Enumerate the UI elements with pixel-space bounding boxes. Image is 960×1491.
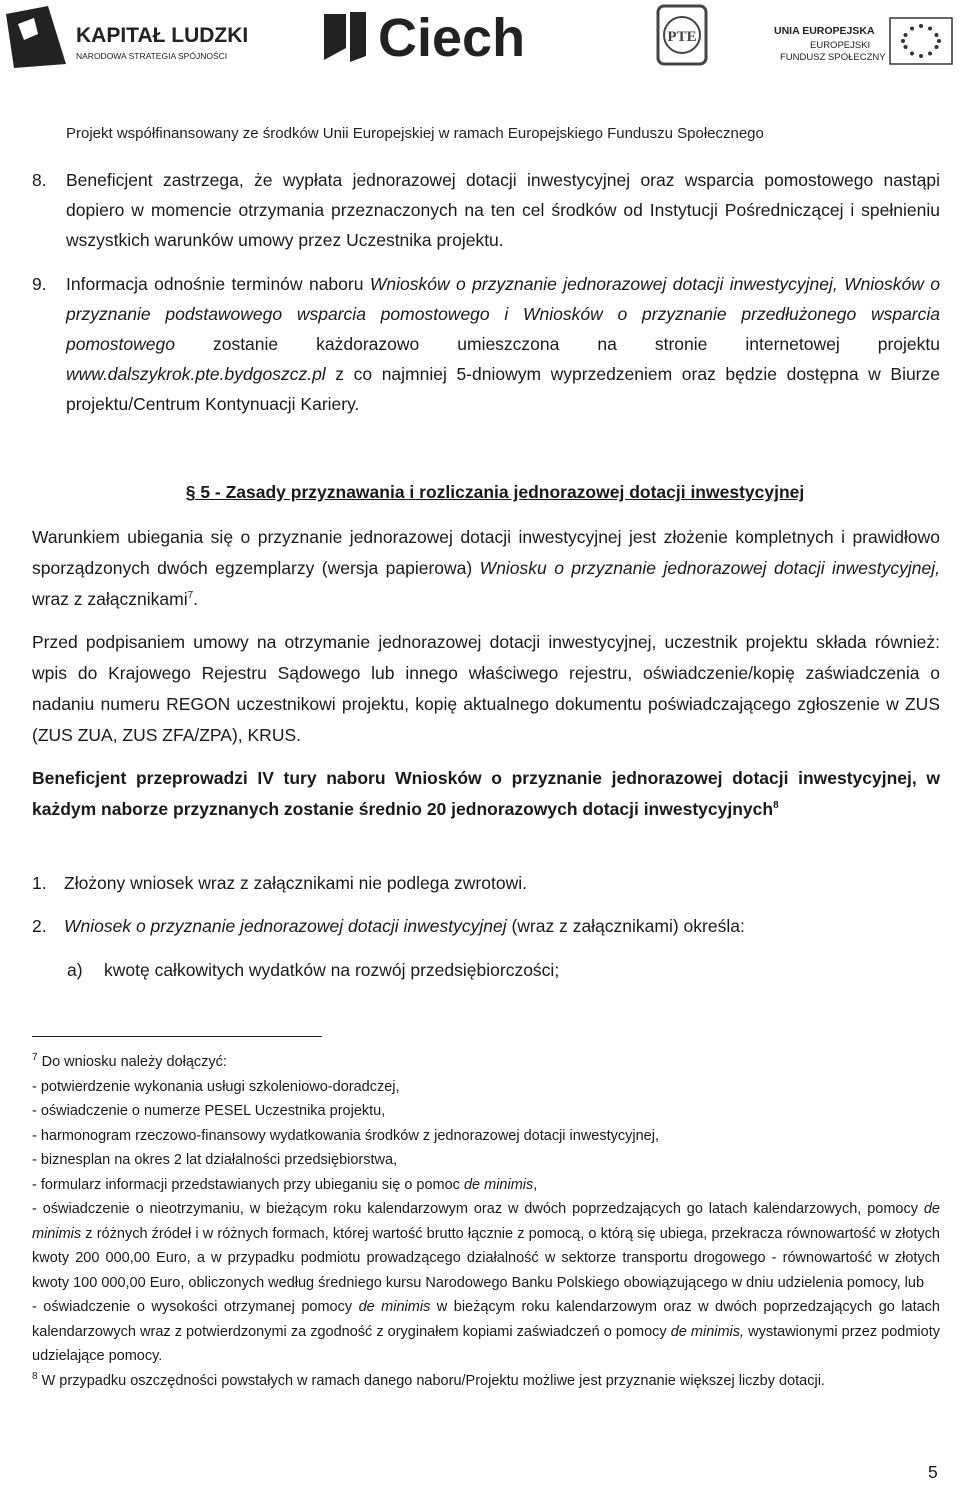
f7-l7-e: wystawionymi przez podmioty udzielające pomocy.: [32, 1323, 940, 1364]
item-9-part-b: Wniosków o przyznanie jednorazowej dotacji inwestycyjnej, Wniosków o przyznanie podstawowego wsparcia pomostowego i Wniosków o przyznanie przedłużonego wsparcia pomostowego: [66, 274, 940, 354]
logo-ue-line1: UNIA EUROPEJSKA: [774, 25, 875, 37]
footnote-7-marker: 7: [32, 1052, 38, 1064]
p1-end: .: [193, 589, 199, 609]
f7-l6-a: - oświadczenie o nieotrzymaniu, w bieżącym roku kalendarzowym oraz w dwóch poprzedzających go latach kalendarzowych, pomocy: [32, 1201, 924, 1217]
footnote-7-line-1: - potwierdzenie wykonania usługi szkoleniowo-doradczej,: [32, 1078, 400, 1095]
item-9-number: 9.: [32, 274, 47, 294]
f7-l7-d: de minimis,: [670, 1323, 745, 1340]
footnote-7-line-3: - harmonogram rzeczowo-finansowy wydatkowania środków z jednorazowej dotacji inwestycyjnej,: [32, 1127, 659, 1144]
item-9-part-d: z co najmniej 5-dniowym wyprzedzeniem oraz będzie dostępna w Biurze projektu/Centrum Kontynuacji Kariery.: [66, 364, 940, 414]
section-paragraph-2: Przed podpisaniem umowy na otrzymanie jednorazowej dotacji inwestycyjnej, uczestnik projektu składa również: wpis do Krajowego Rejestru Sądowego lub innego właściwego rejestru, oświadczenie/kopię zaświadczenia o nadaniu numeru REGON uczestnikowi projektu, kopię aktualnego dokumentu poświadczającego zgłoszenie w ZUS (ZUS ZUA, ZUS ZFA/ZPA), KRUS.: [32, 632, 940, 745]
footnotes: [32, 1050, 940, 1393]
page-header: [0, 0, 960, 80]
pte-logo: [656, 4, 708, 66]
list-a-text: kwotę całkowitych wydatków na rozwój przedsiębiorczości;: [104, 960, 560, 980]
footnote-ref-7: 7: [187, 590, 194, 602]
footnote-7-title-text: Do wniosku należy dołączyć:: [37, 1054, 227, 1070]
f7-l6-b: de minimis: [32, 1201, 940, 1242]
f7-l5-a: - formularz informacji przedstawianych przy ubieganiu się o pomoc: [32, 1176, 464, 1193]
list-2-number: 2.: [32, 916, 47, 936]
f7-l6-c: z różnych źródeł i w różnych formach, której wartość brutto łącznie z pomocą, o którą się ubiega, przekracza równowartość w złotych kwoty 200 000,00 Euro, a w przypadku podmiotu prowadzącego działalność w sektorze transportu drogowego - równowartość w złotych kwoty 100 000,00 Euro, obliczonych według średniego kursu Narodowego Banku Polskiego obowiązującego w dniu udzielenia pomocy, lub: [32, 1225, 940, 1291]
section-heading: § 5 - Zasady przyznawania i rozliczania jednorazowej dotacji inwestycyjnej: [185, 482, 805, 502]
logo-pte-text: PTE: [667, 29, 697, 45]
item-8-text: Beneficjent zastrzega, że wypłata jednorazowej dotacji inwestycyjnej oraz wsparcia pomostowego nastąpi dopiero w momencie otrzymania przeznaczonych na ten cel środków od Instytucji Pośredniczącej i spełnieniu wszystkich warunków umowy przez Uczestnika projektu.: [66, 170, 940, 250]
f7-l5-b: de minimis: [463, 1176, 534, 1193]
item-9-text: [66, 269, 940, 419]
cofinancing-note: Projekt współfinansowany ze środków Unii Europejskiej w ramach Europejskiego Funduszu Społecznego: [66, 125, 764, 142]
footnote-7-line-4: - biznesplan na okres 2 lat działalności przedsiębiorstwa,: [32, 1152, 398, 1168]
footnote-separator: [32, 1036, 322, 1037]
footnote-ref-8: 8: [773, 800, 779, 812]
list-1-number: 1.: [32, 873, 47, 893]
page-number: 5: [928, 1462, 938, 1482]
logo-ue-line2: EUROPEJSKI: [810, 40, 871, 51]
footnote-7-line-2: - oświadczenie o numerze PESEL Uczestnika projektu,: [32, 1103, 386, 1119]
item-8-number: 8.: [32, 170, 47, 190]
item-9-part-c: zostanie każdorazowo umieszczona na stronie internetowej projektu: [174, 334, 940, 354]
section-paragraph-3: [32, 763, 940, 825]
logo-ue-line3: FUNDUSZ SPOŁECZNY: [780, 52, 886, 63]
p1-part-b: Wniosku o przyznanie jednorazowej dotacji inwestycyjnej,: [479, 558, 940, 578]
footnote-8-marker: 8: [32, 1370, 38, 1382]
f7-l7-c: w bieżącym roku kalendarzowym oraz w dwóch poprzedzających go latach kalendarzowych wraz z potwierdzonymi za zgodność z oryginałem kopiami zaświadczeń o pomocy: [32, 1299, 941, 1340]
p1-part-c: wraz z załącznikami: [32, 589, 188, 609]
item-9-part-a: Informacja odnośnie terminów naboru: [66, 274, 370, 294]
logo-kl-title: KAPITAŁ LUDZKI: [76, 24, 249, 47]
section-paragraph-1: [32, 522, 940, 615]
logo-kl-subtitle: NARODOWA STRATEGIA SPÓJNOŚCI: [76, 51, 228, 61]
p3-text: Beneficjent przeprowadzi IV tury naboru Wniosków o przyznanie jednorazowej dotacji inwestycyjnej, w każdym naborze przyznanych zostanie średnio 20 jednorazowych dotacji inwestycyjnych: [32, 768, 940, 819]
footnote-7-title: [32, 1050, 940, 1075]
list-1-text: Złożony wniosek wraz z załącznikami nie podlega zwrotowi.: [64, 873, 527, 893]
footnote-8: [32, 1369, 940, 1394]
logo-ciech-text: Ciech: [378, 8, 526, 64]
kapital-ludzki-logo: [4, 4, 254, 70]
p1-part-a: Warunkiem ubiegania się o przyznanie jednorazowej dotacji inwestycyjnej jest złożenie kompletnych i prawidłowo sporządzonych dwóch egzemplarzy (wersja papierowa): [32, 527, 940, 578]
list-2-text: [64, 911, 938, 941]
f7-l5-c: ,: [533, 1176, 538, 1193]
footnote-7-line-7: [32, 1295, 940, 1369]
list-2-part-b: (wraz z załącznikami) określa:: [506, 916, 745, 936]
eu-fund-logo: [770, 4, 956, 70]
project-url: www.dalszykrok.pte.bydgoszcz.pl: [66, 364, 326, 384]
list-2-part-a: Wniosek o przyznanie jednorazowej dotacji inwestycyjnej: [64, 916, 507, 936]
list-a-number: a): [67, 960, 83, 980]
f7-l7-b: de minimis: [358, 1299, 431, 1315]
footnote-7-line-5: [32, 1173, 940, 1198]
ciech-logo: [320, 4, 590, 64]
footnote-7-line-6: [32, 1197, 940, 1295]
f7-l7-a: - oświadczenie o wysokości otrzymanej pomocy: [32, 1299, 359, 1315]
footnote-8-text: W przypadku oszczędności powstałych w ramach danego naboru/Projektu możliwe jest przyznanie większej liczby dotacji.: [37, 1372, 825, 1389]
